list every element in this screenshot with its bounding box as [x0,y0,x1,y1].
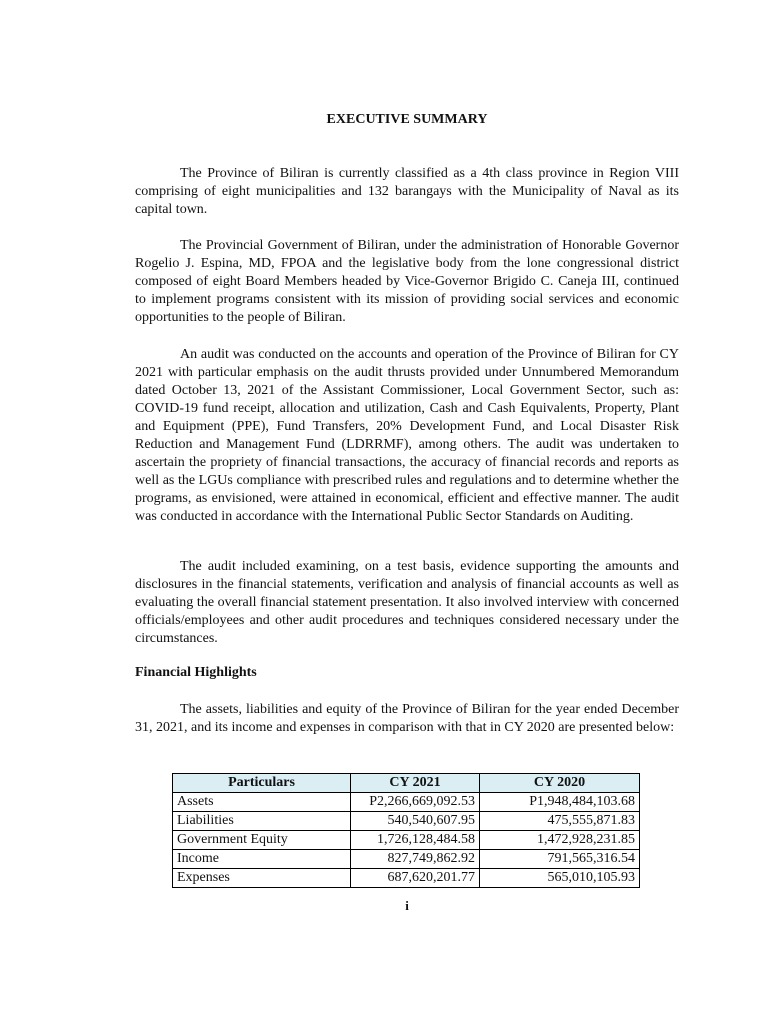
cell-cy2021: 827,749,862.92 [351,850,480,869]
table-row [173,812,640,831]
financial-highlights-heading: Financial Highlights [135,665,257,680]
paragraph-audit-procedures: The audit included examining, on a test basis, evidence supporting the amounts and disclosures in the financial statements, verification and analysis of financial accounts as well as evaluating the overall financial statement presentation. It also involved interview with concerned officials/employees and other audit procedures and techniques considered necessary under the circumstances. [135,559,679,646]
financial-highlights-intro: The assets, liabilities and equity of the Province of Biliran for the year ended December 31, 2021, and its income and expenses in comparison with that in CY 2020 are presented below: [135,702,679,735]
column-header-cy2020: CY 2020 [480,774,640,793]
cell-cy2021: 687,620,201.77 [351,869,480,888]
table-header-row [173,774,640,793]
cell-cy2021: P2,266,669,092.53 [351,793,480,812]
cell-cy2020: 791,565,316.54 [480,850,640,869]
cell-cy2020: 475,555,871.83 [480,812,640,831]
financial-highlights-table [172,773,640,888]
row-label: Expenses [173,869,351,888]
cell-cy2021: 1,726,128,484.58 [351,831,480,850]
row-label: Income [173,850,351,869]
page-number: i [405,898,409,913]
page-title: EXECUTIVE SUMMARY [326,112,488,127]
paragraph-provincial-government: The Provincial Government of Biliran, under the administration of Honorable Governor Rogelio J. Espina, MD, FPOA and the legislative body from the lone congressional district composed of eight Board Members headed by Vice-Governor Brigido C. Caneja III, continued to implement programs consistent with its mission of providing social services and economic opportunities to the people of Biliran. [135,238,679,325]
column-header-particulars: Particulars [173,774,351,793]
cell-cy2020: 1,472,928,231.85 [480,831,640,850]
table-row [173,831,640,850]
row-label: Government Equity [173,831,351,850]
row-label: Assets [173,793,351,812]
cell-cy2021: 540,540,607.95 [351,812,480,831]
cell-cy2020: P1,948,484,103.68 [480,793,640,812]
cell-cy2020: 565,010,105.93 [480,869,640,888]
paragraph-province-classification: The Province of Biliran is currently classified as a 4th class province in Region VIII comprising of eight municipalities and 132 barangays with the Municipality of Naval as its capital town. [135,166,679,217]
table-row [173,793,640,812]
row-label: Liabilities [173,812,351,831]
table-row [173,869,640,888]
column-header-cy2021: CY 2021 [351,774,480,793]
paragraph-audit-scope: An audit was conducted on the accounts and operation of the Province of Biliran for CY 2021 with particular emphasis on the audit thrusts provided under Unnumbered Memorandum dated October 13, 2021 of the Assistant Commissioner, Local Government Sector, such as: COVID-19 fund receipt, allocation and utilization, Cash and Cash Equivalents, Property, Plant and Equipment (PPE), Fund Transfers, 20% Development Fund, and Local Disaster Risk Reduction and Management Fund (LDRRMF), among others. The audit was undertaken to ascertain the propriety of financial transactions, the accuracy of financial records and reports as well as the LGUs compliance with prescribed rules and regulations and to determine whether the programs, as envisioned, were attained in economical, efficient and effective manner. The audit was conducted in accordance with the International Public Sector Standards on Auditing. [135,347,679,524]
table-row [173,850,640,869]
